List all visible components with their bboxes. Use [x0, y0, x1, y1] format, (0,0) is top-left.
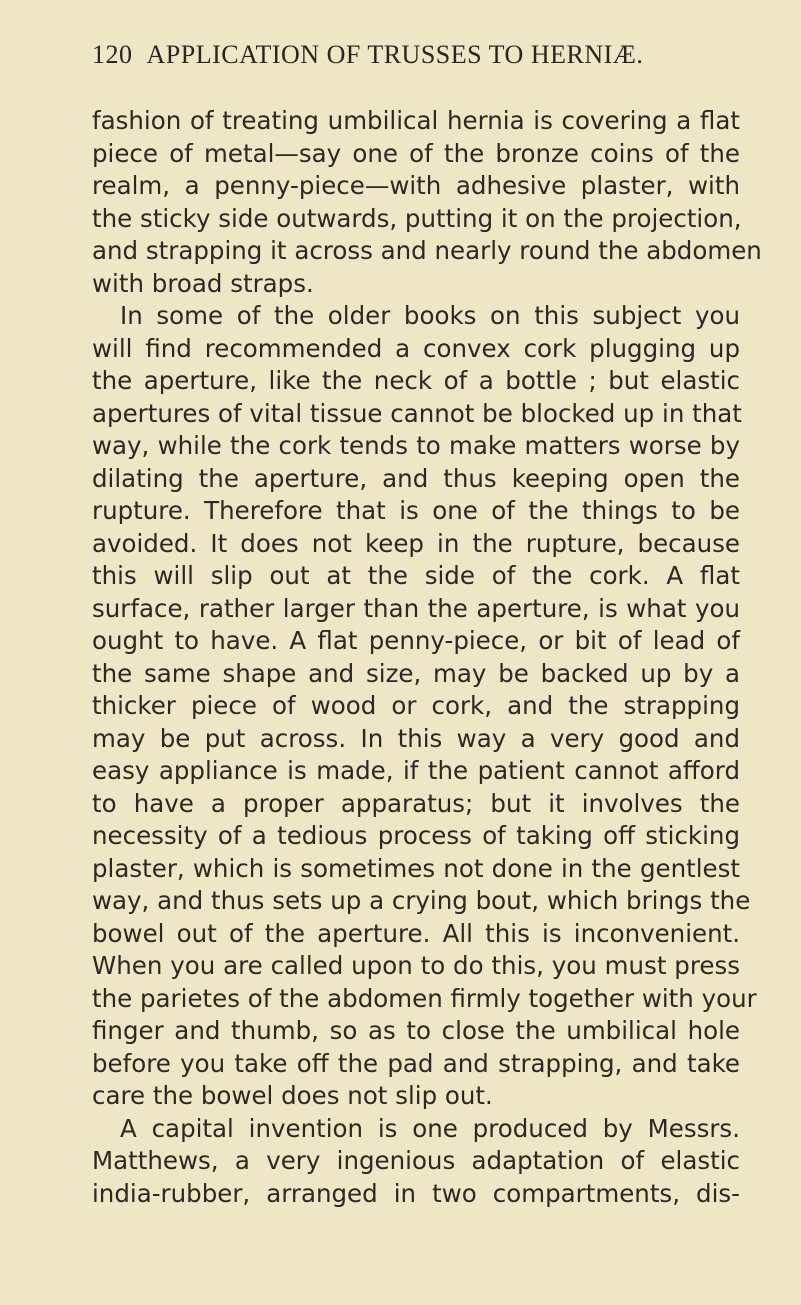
- text-line: finger and thumb, so as to close the umbilical hole: [92, 1016, 740, 1045]
- text-line: surface, rather larger than the aperture, is what you: [92, 593, 740, 623]
- running-title: APPLICATION OF TRUSSES TO HERNIÆ.: [146, 40, 644, 69]
- text-line: In some of the older books on this subject you: [120, 301, 740, 330]
- text-line: care the bowel does not slip out.: [92, 1081, 493, 1110]
- text-line: the parietes of the abdomen firmly together with your: [92, 983, 757, 1013]
- text-line: plaster, which is sometimes not done in the gentlest: [92, 853, 740, 883]
- text-line: fashion of treating umbilical hernia is covering a flat: [92, 106, 740, 135]
- text-line: with broad straps.: [92, 268, 314, 298]
- running-head: [92, 40, 732, 70]
- text-line: the aperture, like the neck of a bottle ; but elastic: [92, 366, 740, 395]
- text-line: A capital invention is one produced by Messrs.: [120, 1113, 740, 1143]
- text-line: may be put across. In this way a very good and: [92, 723, 740, 753]
- text-line: will find recommended a convex cork plugging up: [92, 333, 740, 363]
- text-line: piece of metal—say one of the bronze coins of the: [92, 138, 740, 168]
- text-line: realm, a penny-piece—with adhesive plaster, with: [92, 171, 740, 200]
- text-line: necessity of a tedious process of taking off sticking: [92, 821, 740, 850]
- text-line: thicker piece of wood or cork, and the strapping: [92, 691, 740, 720]
- text-line: avoided. It does not keep in the rupture, because: [92, 528, 740, 558]
- text-line: way, while the cork tends to make matters worse by: [92, 431, 740, 460]
- text-line: way, and thus sets up a crying bout, which brings the: [92, 886, 751, 915]
- text-line: to have a proper apparatus; but it involves the: [92, 788, 740, 818]
- text-line: Matthews, a very ingenious adaptation of elastic: [92, 1146, 740, 1175]
- text-line: When you are called upon to do this, you must press: [92, 951, 740, 980]
- text-line: bowel out of the aperture. All this is inconvenient.: [92, 918, 740, 948]
- text-line: apertures of vital tissue cannot be blocked up in that: [92, 398, 742, 428]
- text-line: easy appliance is made, if the patient cannot afford: [92, 756, 740, 785]
- text-line: the sticky side outwards, putting it on the projection,: [92, 203, 742, 233]
- text-line: ought to have. A flat penny-piece, or bit of lead of: [92, 626, 740, 655]
- body-text: [92, 105, 762, 1210]
- text-line: and strapping it across and nearly round the abdomen: [92, 236, 762, 265]
- text-line: india-rubber, arranged in two compartments, dis-: [92, 1178, 740, 1208]
- text-line: rupture. Therefore that is one of the things to be: [92, 496, 740, 525]
- text-line: dilating the aperture, and thus keeping open the: [92, 463, 740, 493]
- text-line: before you take off the pad and strapping, and take: [92, 1048, 740, 1078]
- text-line: this will slip out at the side of the cork. A flat: [92, 561, 740, 590]
- text-line: the same shape and size, may be backed up by a: [92, 658, 740, 688]
- page-number: 120: [92, 40, 133, 69]
